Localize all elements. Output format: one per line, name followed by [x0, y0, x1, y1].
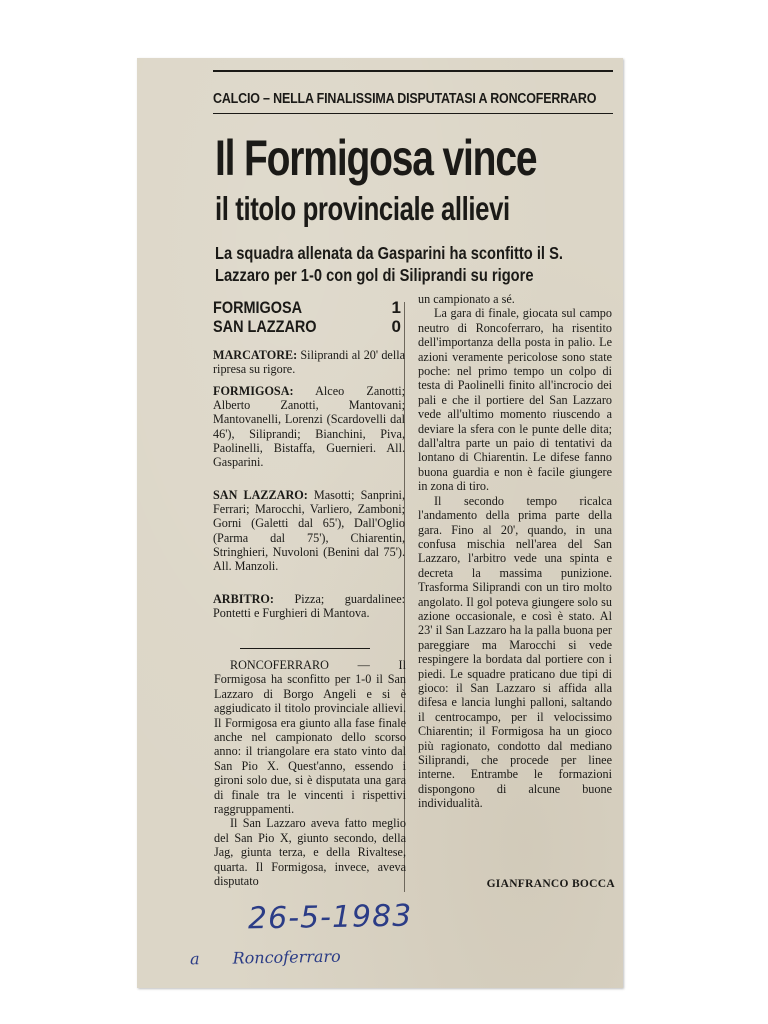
san-lazzaro-lineup: [213, 488, 405, 573]
body-paragraph: Il secondo tempo ricalca l'andamento della prima parte della gara. Fino al 20', quando, in una confusa mischia nell'area del San Lazzaro, l'arbitro vede una spinta e decreta la massima punizione. Trasforma Siliprandi con un tiro molto angolato. Il gol poteva giungere solo su azione occasionale, e così è stato. Al 23' il San Lazzaro ha la palla buona per pareggiare ma Marocchi si vede respingere la bordata dal portiere con i piedi. Le squadre praticano due tipi di gioco: il San Lazzaro si affida alla difesa e lancia lunghi palloni, saltando il centrocampo, per il velocissimo Chiarentin; il Formigosa ha un gioco più ragionato, condotto dal mediano Siliprandi, che procede per linee interne. Entrambe le formazioni dispongono di alcune buone individualità.: [418, 493, 612, 811]
kicker: CALCIO – NELLA FINALISSIMA DISPUTATASI A RONCOFERRARO: [213, 91, 597, 107]
score-row-formigosa: [213, 298, 403, 318]
arbitro-block: [213, 592, 405, 620]
body-paragraph: RONCOFERRARO — Il Formigosa ha sconfitto per 1-0 il San Lazzaro di Borgo Angeli e si è aggiudicato il titolo provinciale allievi. Il Formigosa era giunto alla fase finale anche nel campionato dello scorso anno: il triangolare era stato vinto dal San Pio X. Quest'anno, essendo i gironi solo due, si è disputata una gara di finale tra le vincenti i rispettivi raggruppamenti.: [214, 658, 406, 817]
body-paragraph: La gara di finale, giocata sul campo neutro di Roncoferraro, ha risentito dell'importanza della posta in palio. Le azioni veramente pericolose sono state poche: nel primo tempo un colpo di testa di Paolinelli finito all'incrocio dei pali e che il portiere del San Lazzaro vede all'ultimo momento riuscendo a deviare la sfera con le punte delle dita; dall'altra parte un paio di tentativi da lontano di Chiarentin. Le difese fanno buona guardia e non è facile giungere in zona di tiro.: [418, 306, 612, 494]
handwritten-place: [190, 947, 341, 969]
formigosa-label: FORMIGOSA:: [213, 384, 294, 398]
score-team: SAN LAZZARO: [213, 317, 317, 336]
headline-line-2: il titolo provinciale allievi: [215, 190, 510, 227]
formigosa-text: Alceo Zanotti; Alberto Zanotti, Mantovani; Mantovanelli, Lorenzi (Scardovelli dal 46'), Siliprandi; Bianchini, Piva, Paolinelli, Bistaffa, Guernieri. All. Gasparini.: [213, 384, 405, 470]
deck: [215, 242, 618, 286]
score-row-san-lazzaro: [213, 317, 403, 337]
handwritten-date: 26-5-1983: [247, 898, 413, 937]
deck-line-1: La squadra allenata da Gasparini ha sconfitto il S.: [215, 243, 563, 263]
score-team: FORMIGOSA: [213, 298, 303, 317]
arbitro-label: ARBITRO:: [213, 592, 274, 606]
san-lazzaro-text: Masotti; Sanprini, Ferrari; Marocchi, Varliero, Zamboni; Gorni (Galetti dal 65'), Dall'Oglio (Parma dal 75'), Chiarentin, Stringhieri, Nuvoloni (Benini dal 75'). All. Manzoli.: [213, 488, 405, 574]
body-paragraph: un campionato a sé.: [418, 292, 515, 306]
byline: GIANFRANCO BOCCA: [486, 878, 615, 890]
marcatore-text: Siliprandi al 20' della ripresa su rigore.: [213, 348, 405, 377]
formigosa-lineup: [213, 384, 405, 469]
body-column-right: [418, 292, 612, 811]
body-paragraph: Il San Lazzaro aveva fatto meglio del San Pio X, giunto secondo, della Jag, giunta terza, e della Rivaltese, quarta. Il Formigosa, invece, aveva disputato: [214, 816, 406, 889]
marcatore-label: MARCATORE:: [213, 348, 298, 362]
score-goals: 0: [391, 317, 401, 336]
headline-line-1: Il Formigosa vince: [215, 130, 537, 186]
deck-line-2: Lazzaro per 1-0 con gol di Siliprandi su rigore: [215, 265, 534, 285]
body-column-left: [214, 658, 406, 889]
kicker-rule: [213, 113, 613, 114]
san-lazzaro-label: SAN LAZZARO:: [213, 488, 308, 502]
handwritten-prefix: a: [189, 949, 200, 969]
section-rule: [240, 648, 370, 649]
marcatore-block: [213, 348, 405, 376]
arbitro-text: Pizza; guardalinee: Pontetti e Furghieri di Mantova.: [213, 592, 405, 621]
handwritten-place-name: Roncoferraro: [232, 946, 341, 968]
score-goals: 1: [391, 298, 401, 317]
top-rule: [213, 70, 613, 72]
